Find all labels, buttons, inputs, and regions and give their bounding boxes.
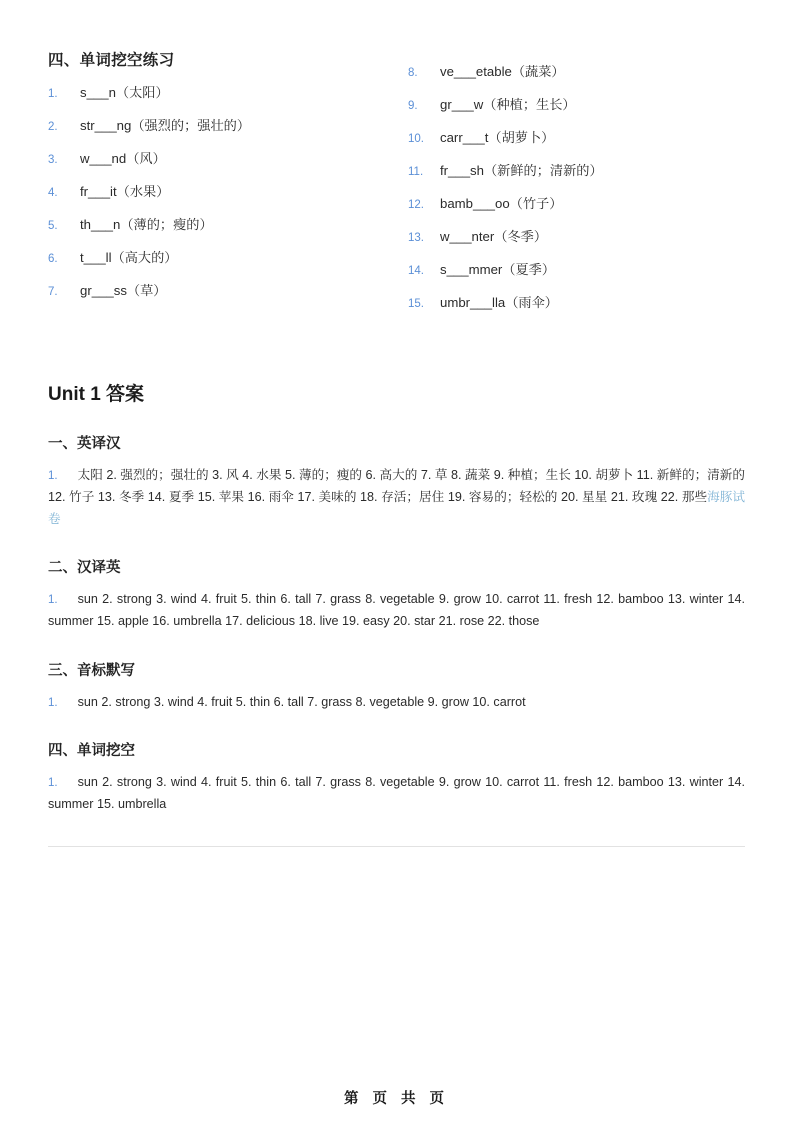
exercise-left-list <box>48 84 408 301</box>
section-title: 四、单词挖空练习 <box>48 52 175 69</box>
item-text: w___nd（风） <box>80 151 166 167</box>
item-text: gr___ss（草） <box>80 283 167 299</box>
answer-text: sun 2. strong 3. wind 4. fruit 5. thin 6. tall 7. grass 8. vegetable 9. grow 10. carrot 11. fresh 12. bamboo 13. winter 14. summer 15. umbrella <box>48 775 745 812</box>
list-item <box>408 129 745 148</box>
page-footer: 第 页 共 页 <box>343 1091 450 1107</box>
list-item <box>408 261 745 280</box>
exercise-right-list <box>408 63 745 313</box>
answer-lead-number: 1. <box>48 777 58 790</box>
item-text: ve___etable（蔬菜） <box>440 64 565 79</box>
exercise-section <box>48 48 745 327</box>
answer-body-3 <box>48 692 745 714</box>
item-number: 14. <box>408 265 424 278</box>
section-divider <box>48 846 745 847</box>
item-number: 5. <box>48 220 58 233</box>
answer-lead-number: 1. <box>48 594 58 607</box>
item-text: s___mmer（夏季） <box>440 262 556 278</box>
item-number: 11. <box>408 166 424 179</box>
answers-title: Unit 1 答案 <box>48 384 145 406</box>
list-item <box>408 63 745 82</box>
list-item <box>48 249 408 268</box>
list-item <box>48 117 408 136</box>
item-text: w___nter（冬季） <box>440 229 547 245</box>
item-text: fr___it（水果） <box>80 184 170 200</box>
answer-text: 太阳 2. 强烈的；强壮的 3. 风 4. 水果 5. 薄的；瘦的 6. 高大的 7. 草 8. 蔬菜 9. 种植；生长 10. 胡萝卜 11. 新鲜的；清新的 12. 竹子 13. 冬季 14. 夏季 15. 苹果 16. 雨伞 17. 美味的 18. 存活；居住 19. 容易的；轻松的 20. 星星 21. 玫瑰 22. 那些 <box>48 468 745 504</box>
list-item <box>408 162 745 181</box>
answers-section <box>48 379 745 847</box>
answer-heading-2: 二、汉译英 <box>48 560 121 577</box>
item-text: umbr___lla（雨伞） <box>440 295 558 311</box>
item-text: bamb___oo（竹子） <box>440 196 563 212</box>
item-text: gr___w（种植；生长） <box>440 97 576 113</box>
answer-text: sun 2. strong 3. wind 4. fruit 5. thin 6. tall 7. grass 8. vegetable 9. grow 10. carrot <box>77 694 526 709</box>
item-text: str___ng（强烈的；强壮的） <box>80 118 251 134</box>
item-number: 1. <box>48 88 58 100</box>
item-text: s___n（太阳） <box>80 85 169 100</box>
item-number: 7. <box>48 286 58 299</box>
answer-body-1 <box>48 465 745 530</box>
answer-text: sun 2. strong 3. wind 4. fruit 5. thin 6. tall 7. grass 8. vegetable 9. grow 10. carrot 11. fresh 12. bamboo 13. winter 14. summer 15. apple 16. umbrella 17. delicious 18. live 19. easy 20. star 21. rose 22. those <box>48 592 745 628</box>
item-text: t___ll（高大的） <box>80 250 178 266</box>
item-number: 6. <box>48 253 58 266</box>
answer-body-4 <box>48 772 745 815</box>
item-text: th___n（薄的；瘦的） <box>80 217 213 233</box>
list-item <box>48 282 408 301</box>
item-number: 12. <box>408 199 424 212</box>
item-number: 3. <box>48 154 58 167</box>
exercise-right-column <box>408 48 745 327</box>
answer-body-2 <box>48 589 745 632</box>
item-number: 10. <box>408 133 424 146</box>
list-item <box>48 150 408 169</box>
item-number: 13. <box>408 232 424 245</box>
item-number: 8. <box>408 67 418 79</box>
item-text: fr___sh（新鲜的；清新的） <box>440 163 603 179</box>
watermark-text: 海豚试卷 <box>48 489 745 526</box>
list-item <box>48 216 408 235</box>
list-item <box>408 195 745 214</box>
answer-heading-4: 四、单词挖空 <box>48 743 135 760</box>
item-number: 2. <box>48 121 58 134</box>
list-item <box>48 84 408 103</box>
item-number: 15. <box>408 298 424 311</box>
list-item <box>408 96 745 115</box>
item-number: 4. <box>48 187 58 200</box>
list-item <box>48 183 408 202</box>
list-item <box>408 294 745 313</box>
answer-lead-number: 1. <box>48 470 58 483</box>
answer-heading-3: 三、音标默写 <box>48 662 135 679</box>
item-text: carr___t（胡萝卜） <box>440 130 555 146</box>
list-item <box>408 228 745 247</box>
exercise-left-column <box>48 48 408 315</box>
item-number: 9. <box>408 100 418 113</box>
answer-lead-number: 1. <box>48 696 58 709</box>
answer-heading-1: 一、英译汉 <box>48 436 121 453</box>
